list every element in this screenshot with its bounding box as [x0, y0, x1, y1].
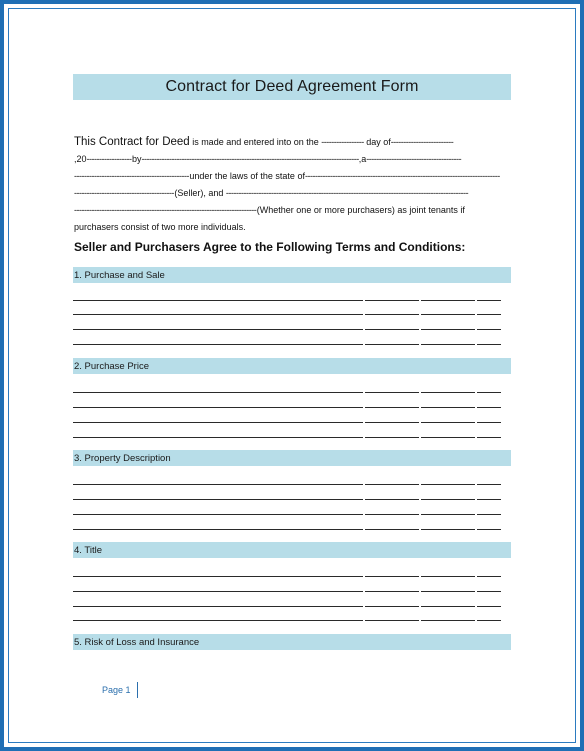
blank-entity: --------------------------------------	[366, 154, 462, 164]
blank-state: ------------------------------------------------------------------------------	[304, 171, 500, 181]
intro-line-1	[74, 134, 510, 151]
section-label: 4. Title	[74, 544, 102, 556]
form-blank-segment[interactable]	[477, 422, 501, 423]
form-blank-segment[interactable]	[365, 422, 419, 423]
form-blank-segment[interactable]	[73, 529, 363, 530]
form-blank-segment[interactable]	[365, 514, 419, 515]
form-blank-segment[interactable]	[421, 606, 475, 607]
form-blank-segment[interactable]	[365, 437, 419, 438]
form-blank-segment[interactable]	[365, 484, 419, 485]
form-blank-segment[interactable]	[421, 314, 475, 315]
form-blank-segment[interactable]	[477, 620, 501, 621]
terms-heading: Seller and Purchasers Agree to the Following Terms and Conditions:	[74, 240, 466, 254]
page-footer	[102, 682, 138, 698]
form-blank-segment[interactable]	[73, 437, 363, 438]
form-blank-segment[interactable]	[365, 300, 419, 301]
intro-lead: This Contract for Deed	[74, 136, 190, 148]
page-number: Page 1	[102, 685, 131, 695]
form-blank-segment[interactable]	[73, 392, 363, 393]
form-blank-segment[interactable]	[421, 499, 475, 500]
intro-line-6: purchasers consist of two more individuals.	[74, 222, 246, 232]
blank-date: -----------------	[321, 137, 364, 147]
form-blank-segment[interactable]	[477, 329, 501, 330]
intro-text: ,20	[74, 154, 87, 164]
blank-month: -------------------------	[390, 137, 454, 147]
form-blank-segment[interactable]	[477, 529, 501, 530]
blank-purchaser: -------------------------------------------------------------------------------------------------	[225, 188, 469, 198]
intro-text: -(Whether one or more purchasers) as joint tenants if	[253, 205, 465, 215]
document-title: Contract for Deed Agreement Form	[165, 78, 419, 95]
intro-text: -by	[128, 154, 142, 164]
form-blank-segment[interactable]	[421, 392, 475, 393]
form-blank-segment[interactable]	[421, 620, 475, 621]
form-blank-segment[interactable]	[421, 407, 475, 408]
form-blank-segment[interactable]	[73, 514, 363, 515]
section-header-title	[73, 542, 511, 558]
section-header-property-description	[73, 450, 511, 466]
section-label: 1. Purchase and Sale	[74, 269, 165, 281]
section-header-purchase-and-sale	[73, 267, 511, 283]
form-blank-segment[interactable]	[73, 300, 363, 301]
form-blank-segment[interactable]	[477, 314, 501, 315]
form-blank-segment[interactable]	[73, 576, 363, 577]
form-blank-segment[interactable]	[73, 606, 363, 607]
form-blank-segment[interactable]	[365, 576, 419, 577]
intro-line-5	[74, 202, 510, 219]
form-blank-segment[interactable]	[421, 529, 475, 530]
intro-line-2	[74, 151, 510, 168]
form-blank-segment[interactable]	[365, 407, 419, 408]
form-blank-segment[interactable]	[477, 514, 501, 515]
form-blank-segment[interactable]	[365, 606, 419, 607]
form-blank-segment[interactable]	[73, 422, 363, 423]
form-blank-segment[interactable]	[365, 392, 419, 393]
form-blank-segment[interactable]	[365, 499, 419, 500]
blank-seller-name: ---------------------------------------------------------------------------------------	[141, 154, 359, 164]
form-blank-segment[interactable]	[73, 344, 363, 345]
form-blank-segment[interactable]	[421, 329, 475, 330]
form-blank-segment[interactable]	[73, 329, 363, 330]
form-blank-segment[interactable]	[365, 314, 419, 315]
form-blank-segment[interactable]	[365, 344, 419, 345]
form-blank-segment[interactable]	[477, 499, 501, 500]
form-blank-segment[interactable]	[73, 499, 363, 500]
document-title-bar	[73, 74, 511, 100]
intro-text: ,a	[358, 154, 367, 164]
form-blank-segment[interactable]	[477, 300, 501, 301]
form-blank-segment[interactable]	[73, 620, 363, 621]
form-blank-segment[interactable]	[73, 484, 363, 485]
form-blank-segment[interactable]	[73, 591, 363, 592]
blank-purchaser-cont: ------------------------------------------------------------------------	[74, 205, 254, 215]
form-blank-segment[interactable]	[477, 407, 501, 408]
blank-year: -----------------	[86, 154, 129, 164]
form-blank-segment[interactable]	[365, 529, 419, 530]
form-blank-segment[interactable]	[365, 620, 419, 621]
intro-text: -(Seller), and	[171, 188, 226, 198]
form-blank-segment[interactable]	[477, 437, 501, 438]
form-blank-segment[interactable]	[477, 484, 501, 485]
section-label: 2. Purchase Price	[74, 360, 149, 372]
form-blank-segment[interactable]	[421, 484, 475, 485]
form-blank-segment[interactable]	[421, 591, 475, 592]
intro-text: -under the laws of the state of	[186, 171, 305, 181]
form-blank-segment[interactable]	[421, 300, 475, 301]
form-blank-segment[interactable]	[477, 576, 501, 577]
page-border-inner	[8, 8, 576, 743]
intro-paragraph	[74, 134, 510, 236]
intro-text: is made and entered into on the	[189, 137, 322, 147]
section-label: 3. Property Description	[74, 452, 171, 464]
form-blank-segment[interactable]	[477, 606, 501, 607]
form-blank-segment[interactable]	[73, 314, 363, 315]
form-blank-segment[interactable]	[477, 392, 501, 393]
form-blank-segment[interactable]	[477, 344, 501, 345]
form-blank-segment[interactable]	[365, 591, 419, 592]
form-blank-segment[interactable]	[421, 437, 475, 438]
footer-divider	[137, 682, 138, 698]
intro-text: day of	[363, 137, 391, 147]
section-label: 5. Risk of Loss and Insurance	[74, 636, 200, 648]
form-blank-segment[interactable]	[421, 422, 475, 423]
blank-entity-type: ---------------------------------------------	[74, 171, 187, 181]
form-blank-segment[interactable]	[365, 329, 419, 330]
blank-seller: ---------------------------------------	[74, 188, 172, 198]
form-blank-segment[interactable]	[477, 591, 501, 592]
section-header-purchase-price	[73, 358, 511, 374]
intro-line-4	[74, 185, 510, 202]
form-blank-segment[interactable]	[421, 514, 475, 515]
section-header-risk-of-loss	[73, 634, 511, 650]
form-blank-segment[interactable]	[73, 407, 363, 408]
form-blank-segment[interactable]	[421, 344, 475, 345]
intro-line-3	[74, 168, 510, 185]
form-blank-segment[interactable]	[421, 576, 475, 577]
